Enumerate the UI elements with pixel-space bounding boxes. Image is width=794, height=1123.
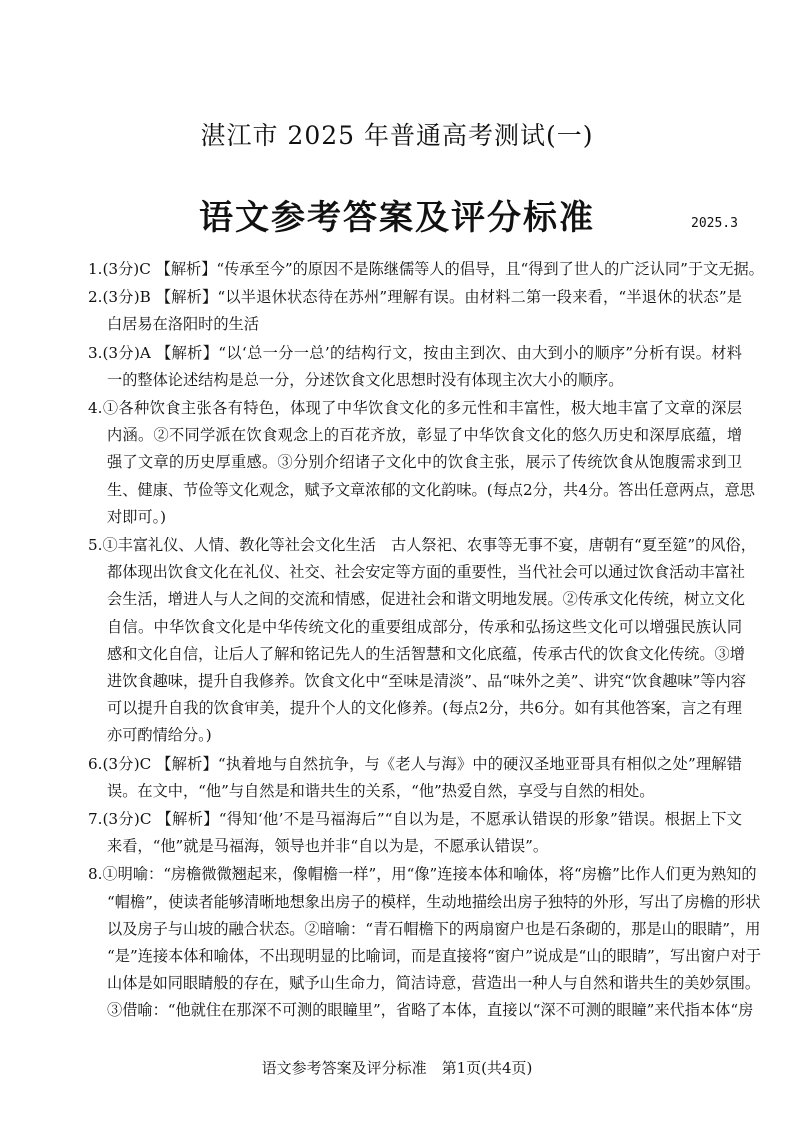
- answer-line: 亦可酌情给分。): [107, 726, 212, 745]
- answer-line: 6.(3分)C 【解析】“执着地与自然抗争，与《老人与海》中的硬汉圣地亚哥具有相似之处”理解错: [88, 754, 742, 773]
- page-title: 语文参考答案及评分标准: [199, 198, 595, 238]
- answer-line: 会生活，增进人与人之间的交流和情感，促进社会和谐文明地发展。②传承文化传统，树立文化: [107, 590, 745, 609]
- answer-line: ③借喻：“他就住在那深不可测的眼瞳里”，省略了本体，直接以“深不可测的眼瞳”来代指本体“房: [107, 1001, 754, 1020]
- answer-line: 生、健康、节俭等文化观念，赋予文章浓郁的文化韵味。(每点2分，共4分。答出任意两点，意思: [107, 480, 755, 499]
- answer-line: 山体是如同眼睛般的存在，赋予山生命力，简洁诗意，营造出一种人与自然和谐共生的美妙氛围。: [107, 974, 761, 993]
- answer-item: [88, 395, 755, 531]
- exam-subtitle: 湛江市 2025 年普通高考测试(一): [200, 121, 594, 150]
- answer-line: 可以提升自我的饮食审美，提升个人的文化修养。(每点2分，共6分。如有其他答案，言之有理: [107, 699, 742, 718]
- answer-line: 一的整体论述结构是总一分，分述饮食文化思想时没有体现主次大小的顺序。: [107, 370, 624, 389]
- answer-line: 1.(3分)C 【解析】“传承至今”的原因不是陈继儒等人的倡导，且“得到了世人的广泛认同”于文无据。: [88, 260, 764, 278]
- answer-line: 都体现出饮食文化在礼仪、社交、社会安定等方面的重要性，当代社会可以通过饮食活动丰富社: [107, 563, 745, 582]
- answer-item: [88, 806, 742, 860]
- answer-item: [88, 284, 742, 338]
- answer-line: 5.①丰富礼仪、人情、教化等社会文化生活 古人祭祀、农事等无事不宴，唐朝有“夏至筵”的风俗，: [88, 536, 756, 554]
- document-date: 2025.3: [691, 216, 738, 231]
- answer-line: 来看，“他”就是马福海，领导也并非“自以为是，不愿承认错误”。: [107, 837, 549, 856]
- answer-item: [88, 340, 742, 394]
- answer-line: 内涵。②不同学派在饮食观念上的百花齐放，彰显了中华饮食文化的悠久历史和深厚底蕴，增: [107, 426, 742, 445]
- answer-line: 白居易在洛阳时的生活: [107, 315, 259, 334]
- answer-item: [88, 751, 742, 805]
- answer-item: [88, 532, 756, 750]
- answer-line: “帽檐”，使读者能够清晰地想象出房子的模样，生动地描绘出房子独特的外形，写出了房檐的形状: [107, 892, 761, 911]
- answer-line: 强了文章的历史厚重感。③分别介绍诸子文化中的饮食主张，展示了传统饮食从饱腹需求到卫: [107, 453, 742, 472]
- answer-line: 误。在文中，“他”与自然是和谐共生的关系，“他”热爱自然，享受与自然的相处。: [107, 781, 655, 800]
- answer-line: 以及房子与山坡的融合状态。②暗喻：“青石帽檐下的两扇窗户也是石条砌的，那是山的眼睛”，用: [107, 919, 761, 938]
- answer-item: [88, 861, 762, 1024]
- answer-line: 7.(3分)C 【解析】“得知‘他’不是马福海后”“自以为是，不愿承认错误的形象”错误。根据上下文: [88, 810, 742, 828]
- page-footer: 语文参考答案及评分标准 第1页(共4页): [261, 1059, 533, 1077]
- answer-line: 对即可。): [107, 507, 167, 526]
- answer-line: 4.①各种饮食主张各有特色，体现了中华饮食文化的多元性和丰富性，极大地丰富了文章的深层: [88, 399, 742, 417]
- answer-line: 感和文化自信，让后人了解和铭记先人的生活智慧和文化底蕴，传承古代的饮食文化传统。③增: [107, 644, 745, 663]
- answer-line: 自信。中华饮食文化是中华传统文化的重要组成部分，传承和弘扬这些文化可以增强民族认同: [107, 617, 742, 636]
- answer-line: 2.(3分)B 【解析】“以半退休状态待在苏州”理解有误。由材料二第一段来看，“半退休的状态”是: [88, 288, 742, 307]
- answer-line: 进饮食趣味，提升自我修养。饮食文化中“至味是清淡”、品“味外之美”、讲究“饮食趣味”等内容: [107, 671, 746, 690]
- answer-line: 3.(3分)A 【解析】“以‘总一分一总’的结构行文，按由主到次、由大到小的顺序”分析有误。材料: [88, 343, 742, 362]
- answer-line: “是”连接本体和喻体，不出现明显的比喻词，而是直接将“窗户”说成是“山的眼睛”，写出窗户对于: [107, 946, 762, 965]
- answer-line: 8.①明喻：“房檐微微翘起来，像帽檐一样”，用“像”连接本体和喻体，将“房檐”比作人们更为熟知的: [88, 865, 757, 884]
- answer-item: [88, 256, 764, 283]
